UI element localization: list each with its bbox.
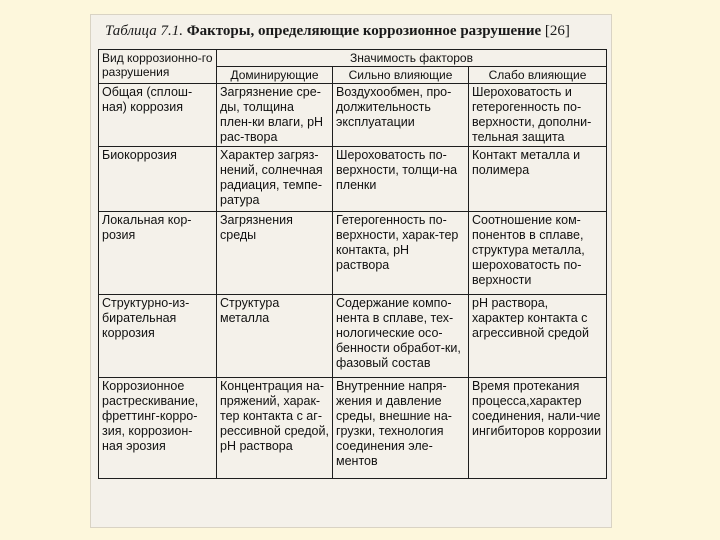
cell-dominant: Загрязнения среды (217, 212, 333, 295)
cell-dominant: Концентрация на-пряжений, харак-тер контакта с аг-рессивной средой, pH раствора (217, 378, 333, 479)
table-row (99, 212, 607, 295)
cell-dominant: Характер загряз-нений, солнечная радиация, темпе-ратура (217, 147, 333, 212)
header-significance: Значимость факторов (217, 50, 607, 67)
table-caption (105, 23, 605, 40)
cell-strong: Внутренние напря-жения и давление среды, внешние на-грузки, технология соединения эле-ментов (333, 378, 469, 479)
cell-type: Биокоррозия (99, 147, 217, 212)
cell-dominant: Структура металла (217, 295, 333, 378)
cell-weak: Контакт металла и полимера (469, 147, 607, 212)
cell-type: Структурно-из-бирательная коррозия (99, 295, 217, 378)
header-weak: Слабо влияющие (469, 67, 607, 84)
cell-strong: Воздухообмен, про-должительность эксплуатации (333, 84, 469, 147)
header-type-of-destruction: Вид коррозионно-го разрушения (99, 50, 217, 84)
header-dominant: Доминирующие (217, 67, 333, 84)
table-row (99, 295, 607, 378)
cell-strong: Содержание компо-нента в сплаве, тех-нологические осо-бенности обработ-ки, фазовый состав (333, 295, 469, 378)
cell-weak: pH раствора, характер контакта с агрессивной средой (469, 295, 607, 378)
cell-type: Коррозионное растрескивание, фреттинг-корро-зия, коррозион-ная эрозия (99, 378, 217, 479)
caption-label: Таблица 7.1. (105, 23, 183, 39)
cell-type: Локальная кор-розия (99, 212, 217, 295)
caption-reference: [26] (544, 23, 570, 39)
cell-weak: Соотношение ком-понентов в сплаве, структура металла, шероховатость по-верхности (469, 212, 607, 295)
cell-strong: Шероховатость по-верхности, толщи-на пленки (333, 147, 469, 212)
table-row (99, 378, 607, 479)
caption-title: Факторы, определяющие коррозионное разрушение (186, 23, 542, 39)
scanned-page (90, 14, 612, 528)
cell-strong: Гетерогенность по-верхности, харак-тер контакта, pH раствора (333, 212, 469, 295)
cell-dominant: Загрязнение сре-ды, толщина плен-ки влаги, pH рас-твора (217, 84, 333, 147)
header-strong: Сильно влияющие (333, 67, 469, 84)
cell-type: Общая (сплош-ная) коррозия (99, 84, 217, 147)
table-row (99, 84, 607, 147)
corrosion-factors-table (98, 49, 607, 479)
cell-weak: Время протекания процесса,характер соединения, нали-чие ингибиторов коррозии (469, 378, 607, 479)
cell-weak: Шероховатость и гетерогенность по-верхности, дополни-тельная защита (469, 84, 607, 147)
table-row (99, 147, 607, 212)
